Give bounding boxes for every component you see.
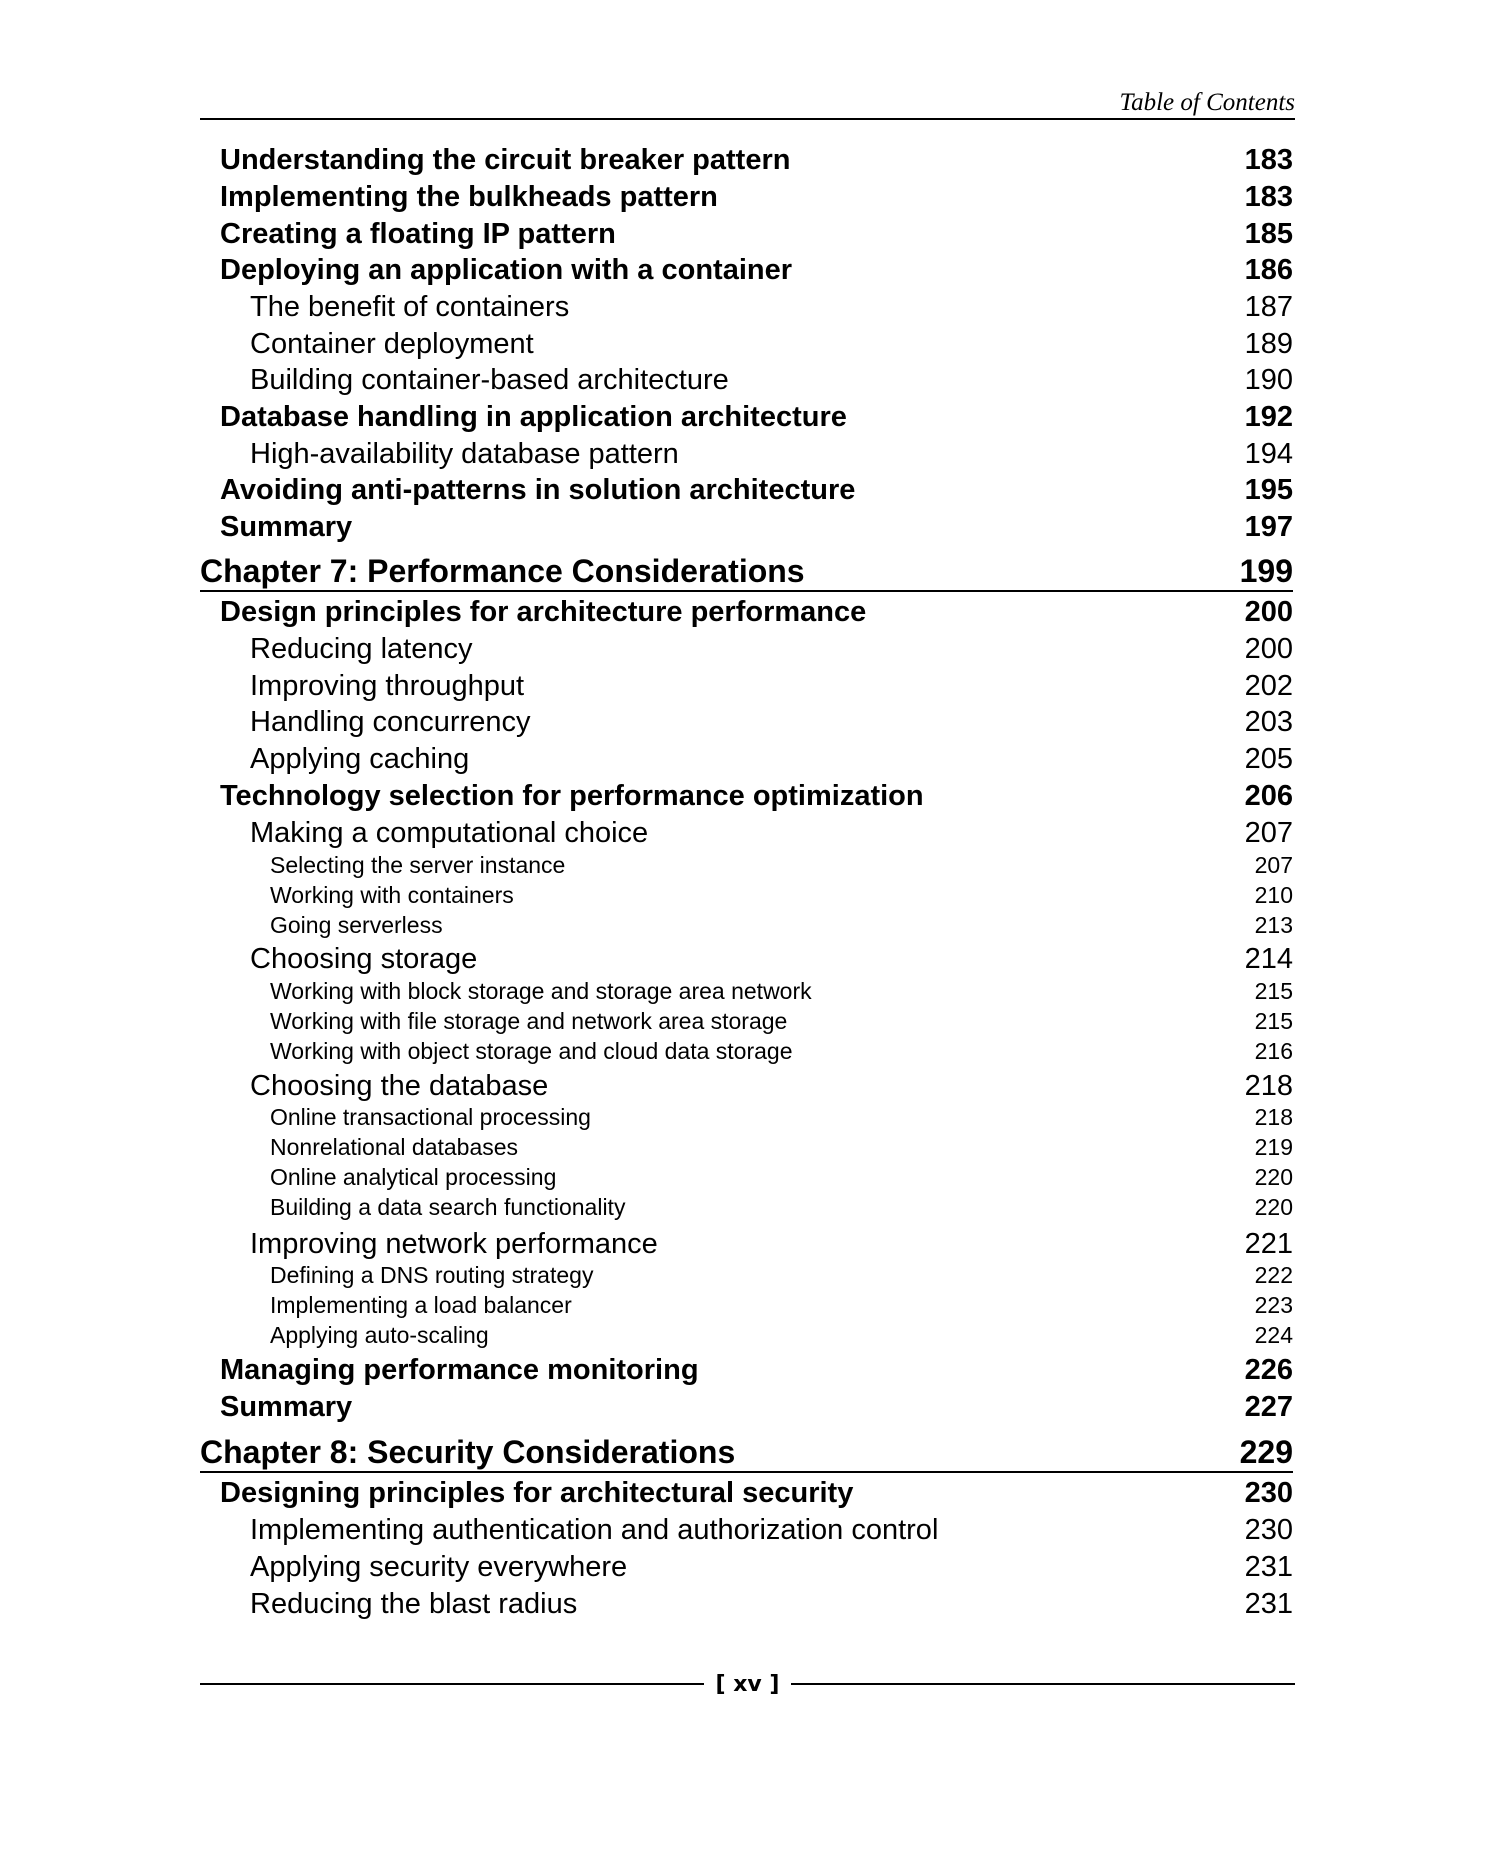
- toc-entry-title: Database handling in application architecture: [220, 400, 847, 433]
- toc-entry-title: Selecting the server instance: [270, 851, 566, 878]
- toc-entry-title: Handling concurrency: [250, 705, 531, 738]
- toc-entry-page: 185: [1244, 217, 1293, 250]
- toc-entry-page: 200: [1244, 632, 1293, 665]
- toc-entry-title: Creating a floating IP pattern: [220, 217, 616, 250]
- toc-entry-page: 219: [1254, 1133, 1293, 1160]
- toc-entry-title: Online transactional processing: [270, 1103, 591, 1130]
- toc-entry-page: 227: [1244, 1390, 1293, 1423]
- toc-entry-page: 215: [1254, 977, 1293, 1004]
- toc-entry-page: 207: [1244, 816, 1293, 849]
- toc-entry-page: 197: [1244, 510, 1293, 543]
- toc-entry-title: Working with block storage and storage area network: [270, 977, 812, 1004]
- toc-entry-title: Making a computational choice: [250, 816, 649, 849]
- toc-entry-page: 186: [1244, 253, 1293, 286]
- toc-entry-page: 229: [1239, 1433, 1293, 1470]
- toc-entry[interactable]: [200, 179, 1293, 215]
- toc-entry[interactable]: [200, 326, 1293, 362]
- toc-entry-title: Improving network performance: [250, 1227, 658, 1260]
- toc-entry-page: 189: [1244, 327, 1293, 360]
- toc-entry-title: Reducing latency: [250, 632, 473, 665]
- toc-entry-title: Implementing authentication and authorization control: [250, 1513, 939, 1546]
- toc-entry-page: 215: [1254, 1007, 1293, 1034]
- toc-entry[interactable]: [200, 815, 1293, 851]
- toc-entry-title: Defining a DNS routing strategy: [270, 1261, 594, 1288]
- toc-entry-title: Reducing the blast radius: [250, 1587, 578, 1620]
- toc-entry-page: 231: [1244, 1587, 1293, 1620]
- page-footer: [200, 1668, 1295, 1700]
- toc-entry-page: 183: [1244, 180, 1293, 213]
- toc-entry-page: 230: [1244, 1513, 1293, 1546]
- toc-entry[interactable]: [200, 850, 1293, 880]
- toc-entry-title: Deploying an application with a container: [220, 253, 793, 286]
- footer-rule-left: [200, 1683, 704, 1685]
- toc-entry-title: Choosing the database: [250, 1069, 549, 1102]
- toc-entry-title: Managing performance monitoring: [220, 1353, 699, 1386]
- toc-entry-title: Container deployment: [250, 327, 534, 360]
- toc-chapter-entry[interactable]: [200, 552, 1293, 592]
- toc-entry-title: Going serverless: [270, 911, 443, 938]
- toc-entry-page: 220: [1254, 1163, 1293, 1190]
- toc-entry[interactable]: [200, 668, 1293, 704]
- toc-entry[interactable]: [200, 704, 1293, 740]
- toc-entry-page: 202: [1244, 669, 1293, 702]
- toc-entry[interactable]: [200, 1320, 1293, 1350]
- toc-entry-title: Working with file storage and network area storage: [270, 1007, 788, 1034]
- toc-entry[interactable]: [200, 1192, 1293, 1222]
- toc-entry-title: Online analytical processing: [270, 1163, 557, 1190]
- toc-entry-page: 190: [1244, 363, 1293, 396]
- toc-entry-page: 194: [1244, 437, 1293, 470]
- toc-entry-title: Summary: [220, 1390, 353, 1423]
- footer-rule-right: [791, 1683, 1295, 1685]
- toc-entry[interactable]: [200, 509, 1293, 545]
- running-header: Table of Contents: [1119, 89, 1295, 116]
- toc-entry-title: Working with containers: [270, 881, 514, 908]
- toc-entry-page: 218: [1244, 1069, 1293, 1102]
- toc-entry-title: Applying security everywhere: [250, 1550, 628, 1583]
- toc-entry-page: 205: [1244, 742, 1293, 775]
- toc-entry-page: 226: [1244, 1353, 1293, 1386]
- toc-entry-page: 207: [1254, 851, 1293, 878]
- toc-entry-page: 214: [1244, 942, 1293, 975]
- toc-entry[interactable]: [200, 1226, 1293, 1262]
- toc-entry-title: Technology selection for performance optimization: [220, 779, 924, 812]
- toc-entry-title: Understanding the circuit breaker pattern: [220, 143, 791, 176]
- toc-entry-page: 231: [1244, 1550, 1293, 1583]
- toc-entry-page: 216: [1254, 1037, 1293, 1064]
- toc-entry-title: Implementing a load balancer: [270, 1291, 572, 1318]
- toc-entry-title: Designing principles for architectural security: [220, 1476, 854, 1509]
- toc-entry[interactable]: [200, 910, 1293, 940]
- toc-entry-title: Choosing storage: [250, 942, 478, 975]
- toc-entry[interactable]: [200, 1162, 1293, 1192]
- toc-entry[interactable]: [200, 1102, 1293, 1132]
- toc-entry[interactable]: [200, 880, 1293, 910]
- toc-entry[interactable]: [200, 1475, 1293, 1511]
- toc-entry[interactable]: [200, 216, 1293, 252]
- toc-entry[interactable]: [200, 1006, 1293, 1036]
- toc-entry[interactable]: [200, 594, 1293, 630]
- toc-entry[interactable]: [200, 778, 1293, 814]
- toc-entry-page: 213: [1254, 911, 1293, 938]
- toc-entry[interactable]: [200, 1512, 1293, 1548]
- toc-entry[interactable]: [200, 252, 1293, 288]
- toc-entry-page: 199: [1239, 552, 1293, 589]
- toc-entry[interactable]: [200, 1068, 1293, 1104]
- toc-entry-title: Nonrelational databases: [270, 1133, 519, 1160]
- toc-entry-page: 223: [1254, 1291, 1293, 1318]
- toc-entry-title: High-availability database pattern: [250, 437, 679, 470]
- header-rule: [200, 118, 1295, 120]
- toc-entry-page: 203: [1244, 705, 1293, 738]
- toc-entry[interactable]: [200, 631, 1293, 667]
- toc-entry-title: Improving throughput: [250, 669, 525, 702]
- toc-entry[interactable]: [200, 436, 1293, 472]
- toc-entry-title: Working with object storage and cloud data storage: [270, 1037, 793, 1064]
- toc-entry-page: 218: [1254, 1103, 1293, 1130]
- toc-entry-page: 183: [1244, 143, 1293, 176]
- toc-entry[interactable]: [200, 1586, 1293, 1622]
- toc-entry-page: 221: [1244, 1227, 1293, 1260]
- toc-entry-page: 187: [1244, 290, 1293, 323]
- toc-entry-title: Applying auto-scaling: [270, 1321, 489, 1348]
- page-number: [ xv ]: [715, 1671, 780, 1697]
- toc-entry-title: Applying caching: [250, 742, 470, 775]
- toc-entry[interactable]: [200, 941, 1293, 977]
- toc-entry-page: 224: [1254, 1321, 1293, 1348]
- toc-entry-title: Avoiding anti-patterns in solution architecture: [220, 473, 856, 506]
- toc-entry-page: 210: [1254, 881, 1293, 908]
- toc-entry[interactable]: [200, 1036, 1293, 1066]
- toc-entry[interactable]: [200, 741, 1293, 777]
- toc-entry-title: Building container-based architecture: [250, 363, 729, 396]
- toc-entry-page: 222: [1254, 1261, 1293, 1288]
- toc-entry[interactable]: [200, 976, 1293, 1006]
- toc-entry-title: Chapter 8: Security Considerations: [200, 1433, 736, 1470]
- toc-entry[interactable]: [200, 289, 1293, 325]
- toc-chapter-entry[interactable]: [200, 1433, 1293, 1473]
- toc-entry-page: 192: [1244, 400, 1293, 433]
- toc-entry[interactable]: [200, 472, 1293, 508]
- toc-entry-title: The benefit of containers: [250, 290, 570, 323]
- toc-entry-title: Summary: [220, 510, 353, 543]
- toc-entry[interactable]: [200, 142, 1293, 178]
- toc-entry-page: 195: [1244, 473, 1293, 506]
- toc-entry-page: 206: [1244, 779, 1293, 812]
- toc-entry-title: Chapter 7: Performance Considerations: [200, 552, 805, 589]
- toc-entry[interactable]: [200, 1290, 1293, 1320]
- toc-entry-title: Implementing the bulkheads pattern: [220, 180, 718, 213]
- toc-entry-title: Design principles for architecture performance: [220, 595, 867, 628]
- toc-entry-title: Building a data search functionality: [270, 1193, 626, 1220]
- toc-entry[interactable]: [200, 1260, 1293, 1290]
- toc-entry-page: 220: [1254, 1193, 1293, 1220]
- toc-entry[interactable]: [200, 362, 1293, 398]
- toc-entry[interactable]: [200, 1389, 1293, 1425]
- toc-entry[interactable]: [200, 1549, 1293, 1585]
- toc-entry[interactable]: [200, 1132, 1293, 1162]
- toc-entry[interactable]: [200, 1352, 1293, 1388]
- toc-entry[interactable]: [200, 399, 1293, 435]
- toc-entry-page: 200: [1244, 595, 1293, 628]
- toc-entry-page: 230: [1244, 1476, 1293, 1509]
